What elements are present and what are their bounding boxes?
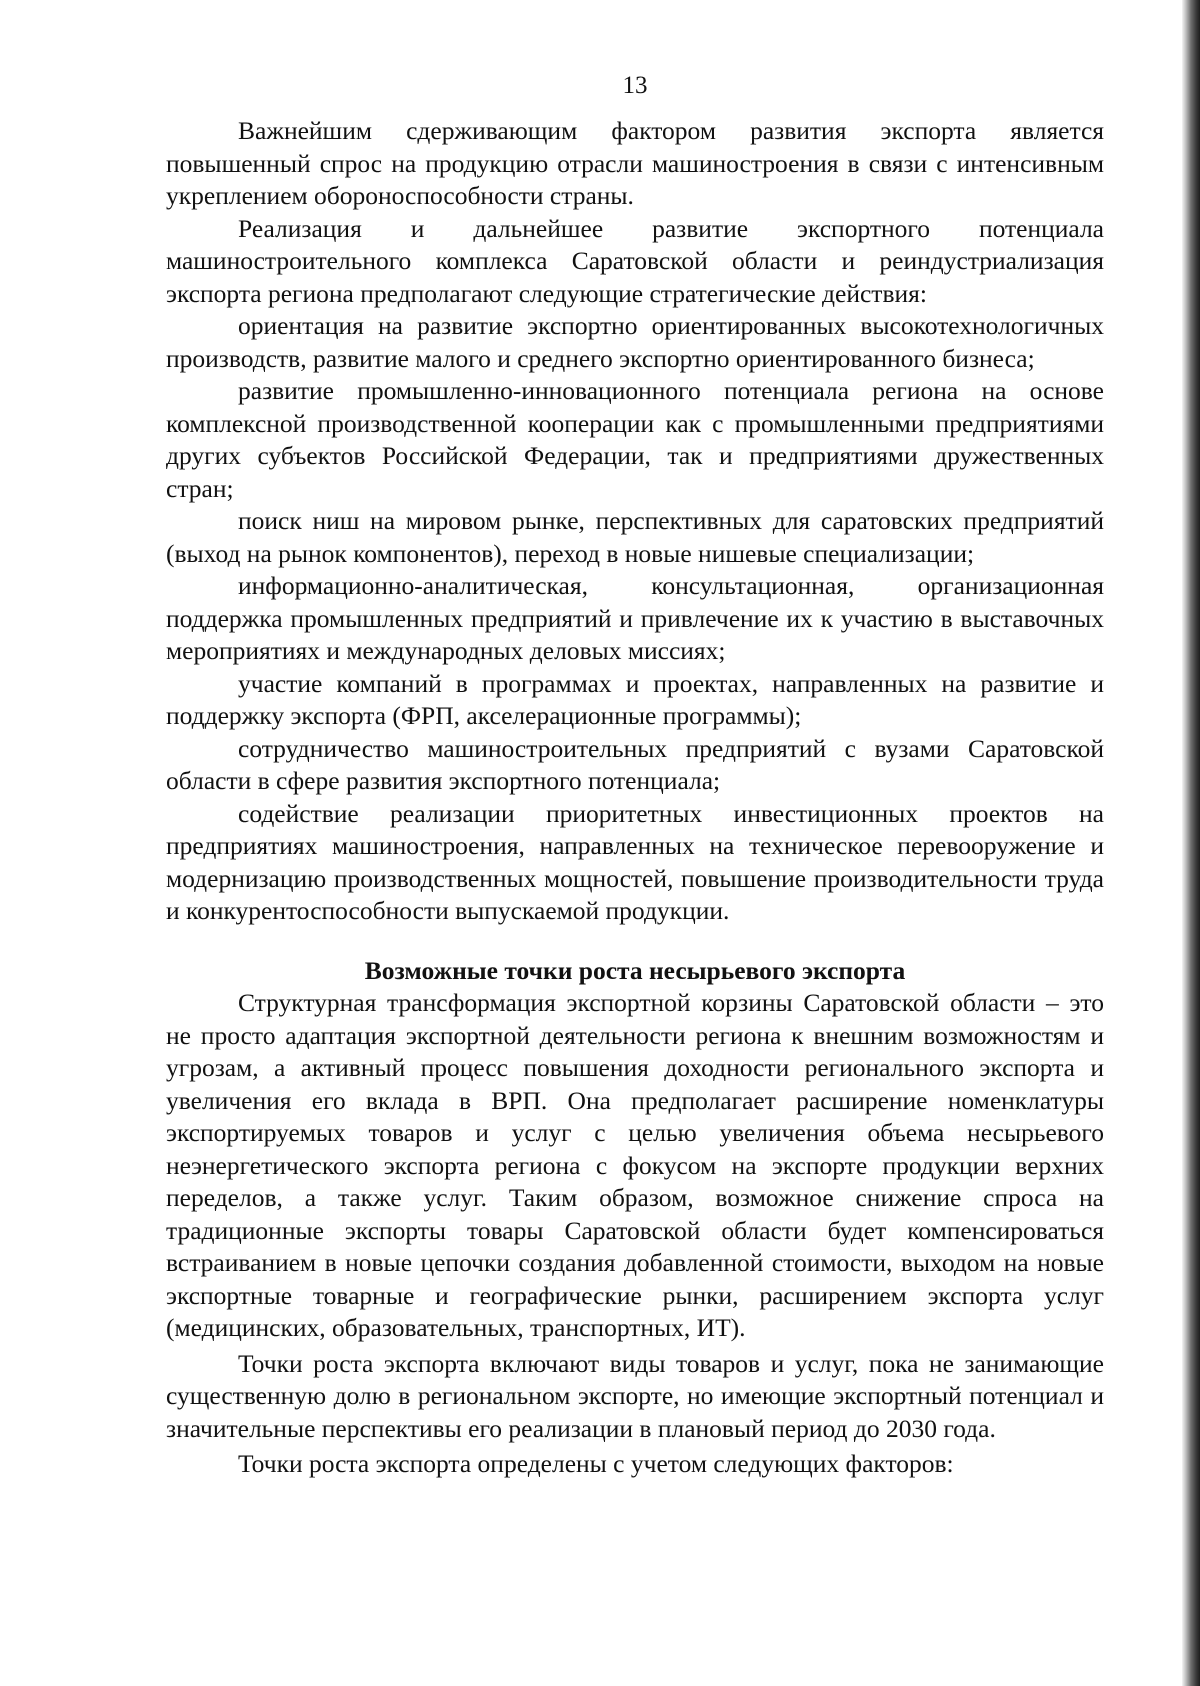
paragraph-strategic-actions-intro: Реализация и дальнейшее развитие экспортного потенциала машиностроительного комплекса Саратовской области и реиндустриализация экспорта региона предполагают следующие стратегические действия: (166, 213, 1104, 308)
list-item-market-niches: поиск ниш на мировом рынке, перспективных для саратовских предприятий (выход на рынок компонентов), переход в новые нишевые специализации; (166, 506, 1104, 568)
section-heading: Возможные точки роста несырьевого экспорта (364, 955, 906, 985)
list-item-industrial-innovation: развитие промышленно-инновационного потенциала региона на основе комплексной производственной кооперации как с промышленными предприятиями других субъектов Российской Федерации, так и предприятиями дружественных стран; (166, 376, 1104, 503)
list-item-investment-projects: содействие реализации приоритетных инвестиционных проектов на предприятиях машиностроения, направленных на техническое перевооружение и модернизацию производственных мощностей, повышение производительности труда и конкурентоспособности выпускаемой продукции. (166, 798, 1104, 925)
page-number: 13 (622, 72, 648, 99)
paragraph-structural-transformation: Структурная трансформация экспортной корзины Саратовской области – это не просто адаптация экспортной деятельности региона к внешним возможностям и угрозам, а активный процесс повышения доходности регионального экспорта и увеличения его вклада в ВРП. Она предполагает расширение номенклатуры экспортируемых товаров и услуг с целью увеличения объема несырьевого неэнергетического экспорта региона с фокусом на экспорте продукции верхних переделов, а также услуг. Таким образом, возможное снижение спроса на традиционные экспорты товары Саратовской области будет компенсироваться встраиванием в новые цепочки создания добавленной стоимости, выходом на новые экспортные товарные и географические рынки, расширением экспорта услуг (медицинских, образовательных, транспортных, ИТ). (166, 988, 1104, 1342)
section-spacer (166, 928, 1104, 955)
list-item-university-cooperation: сотрудничество машиностроительных предприятий с вузами Саратовской области в сфере развития экспортного потенциала; (166, 733, 1104, 795)
paragraph-export-constraint: Важнейшим сдерживающим фактором развития экспорта является повышенный спрос на продукцию отрасли машиностроения в связи с интенсивным укреплением обороноспособности страны. (166, 116, 1104, 210)
scan-page-edge (1182, 0, 1200, 1686)
list-item-export-programs: участие компаний в программах и проектах, направленных на развитие и поддержку экспорта (ФРП, акселерационные программы); (166, 668, 1104, 730)
list-item-high-tech-orientation: ориентация на развитие экспортно ориентированных высокотехнологичных производств, развитие малого и среднего экспортно ориентированного бизнеса; (166, 311, 1104, 373)
list-item-information-support: информационно-аналитическая, консультационная, организационная поддержка промышленных предприятий и привлечение их к участию в выставочных мероприятиях и международных деловых миссиях; (166, 571, 1104, 665)
paragraph-growth-points-definition: Точки роста экспорта включают виды товаров и услуг, пока не занимающие существенную долю в региональном экспорте, но имеющие экспортный потенциал и значительные перспективы его реализации в плановый период до 2030 года. (166, 1348, 1104, 1443)
paragraph-growth-factors-intro: Точки роста экспорта определены с учетом следующих факторов: (238, 1449, 954, 1478)
page-body (166, 115, 1104, 1481)
